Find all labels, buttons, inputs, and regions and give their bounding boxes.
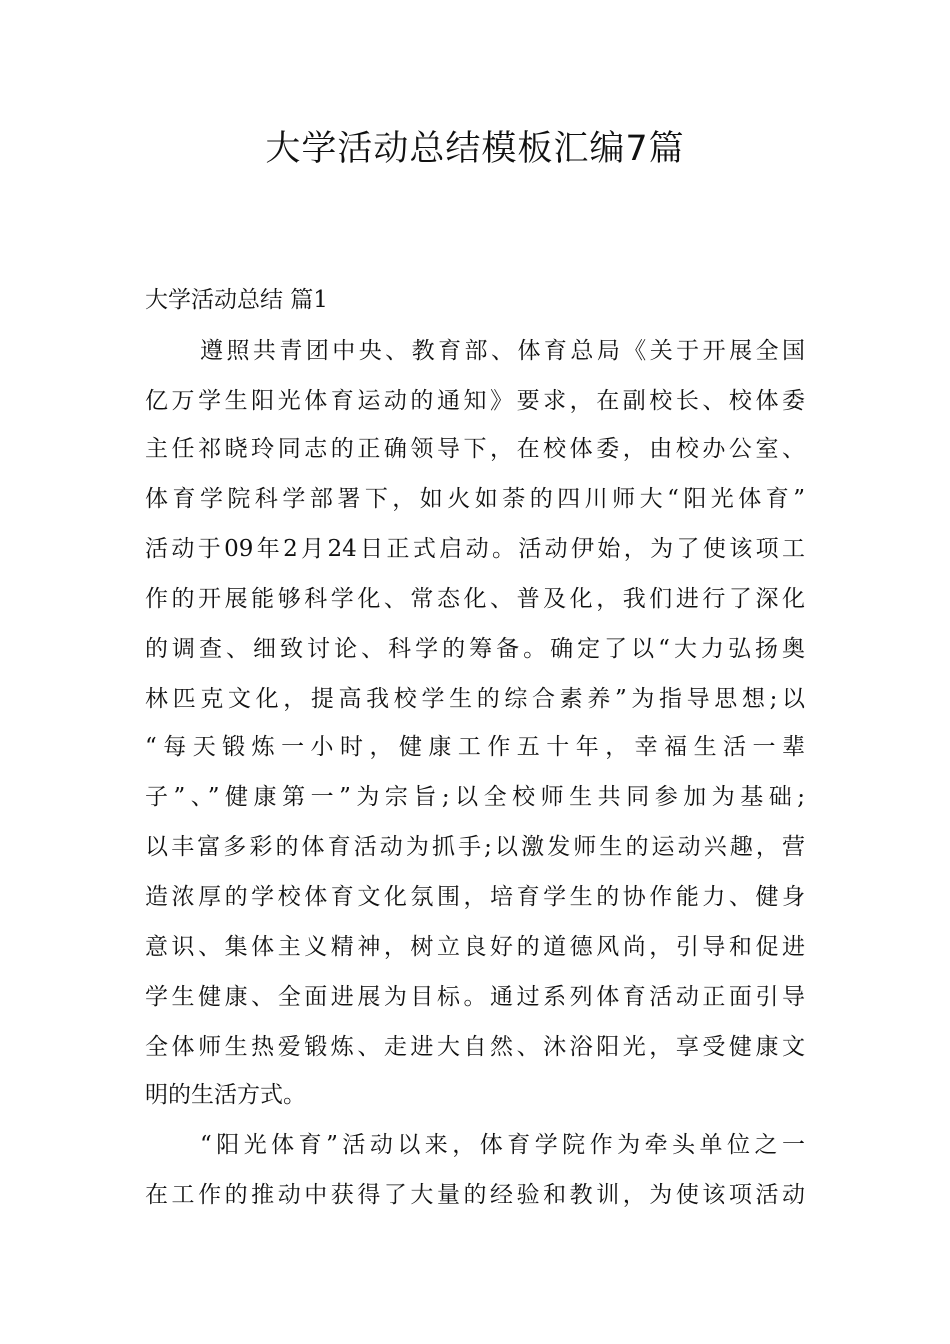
paragraph-line: 学生健康、全面进展为目标。通过系列体育活动正面引导	[145, 984, 805, 1010]
document-title: 大学活动总结模板汇编7篇	[265, 129, 685, 169]
paragraph-line: 体育学院科学部署下，如火如荼的四川师大“阳光体育”	[145, 486, 805, 512]
paragraph-line: 亿万学生阳光体育运动的通知》要求，在副校长、校体委	[145, 388, 805, 414]
paragraph-line: 以丰富多彩的体育活动为抓手;以激发师生的运动兴趣，营	[145, 834, 805, 860]
paragraph-line: 遵照共青团中央、教育部、体育总局《关于开展全国	[200, 338, 805, 364]
paragraph-line: 林匹克文化，提高我校学生的综合素养”为指导思想;以	[145, 686, 805, 712]
paragraph-line: “阳光体育”活动以来，体育学院作为牵头单位之一	[200, 1132, 805, 1158]
paragraph-line: 在工作的推动中获得了大量的经验和教训，为使该项活动	[145, 1182, 805, 1208]
paragraph-line: 的调查、细致讨论、科学的筹备。确定了以“大力弘扬奥	[145, 636, 805, 662]
section-heading: 大学活动总结 篇1	[145, 287, 328, 313]
paragraph-line: 主任祁晓玲同志的正确领导下，在校体委，由校办公室、	[145, 436, 805, 462]
paragraph-line: 明的生活方式。	[145, 1082, 306, 1108]
paragraph-line: “每天锻炼一小时，健康工作五十年，幸福生活一辈	[145, 734, 805, 760]
paragraph-line: 子”、”健康第一”为宗旨;以全校师生共同参加为基础;	[145, 784, 805, 810]
paragraph-line: 意识、集体主义精神，树立良好的道德风尚，引导和促进	[145, 934, 805, 960]
paragraph-line: 全体师生热爱锻炼、走进大自然、沐浴阳光，享受健康文	[145, 1034, 805, 1060]
paragraph-line: 造浓厚的学校体育文化氛围，培育学生的协作能力、健身	[145, 884, 805, 910]
paragraph-line: 活动于09年2月24日正式启动。活动伊始，为了使该项工	[145, 536, 805, 562]
paragraph-line: 作的开展能够科学化、常态化、普及化，我们进行了深化	[145, 586, 805, 612]
